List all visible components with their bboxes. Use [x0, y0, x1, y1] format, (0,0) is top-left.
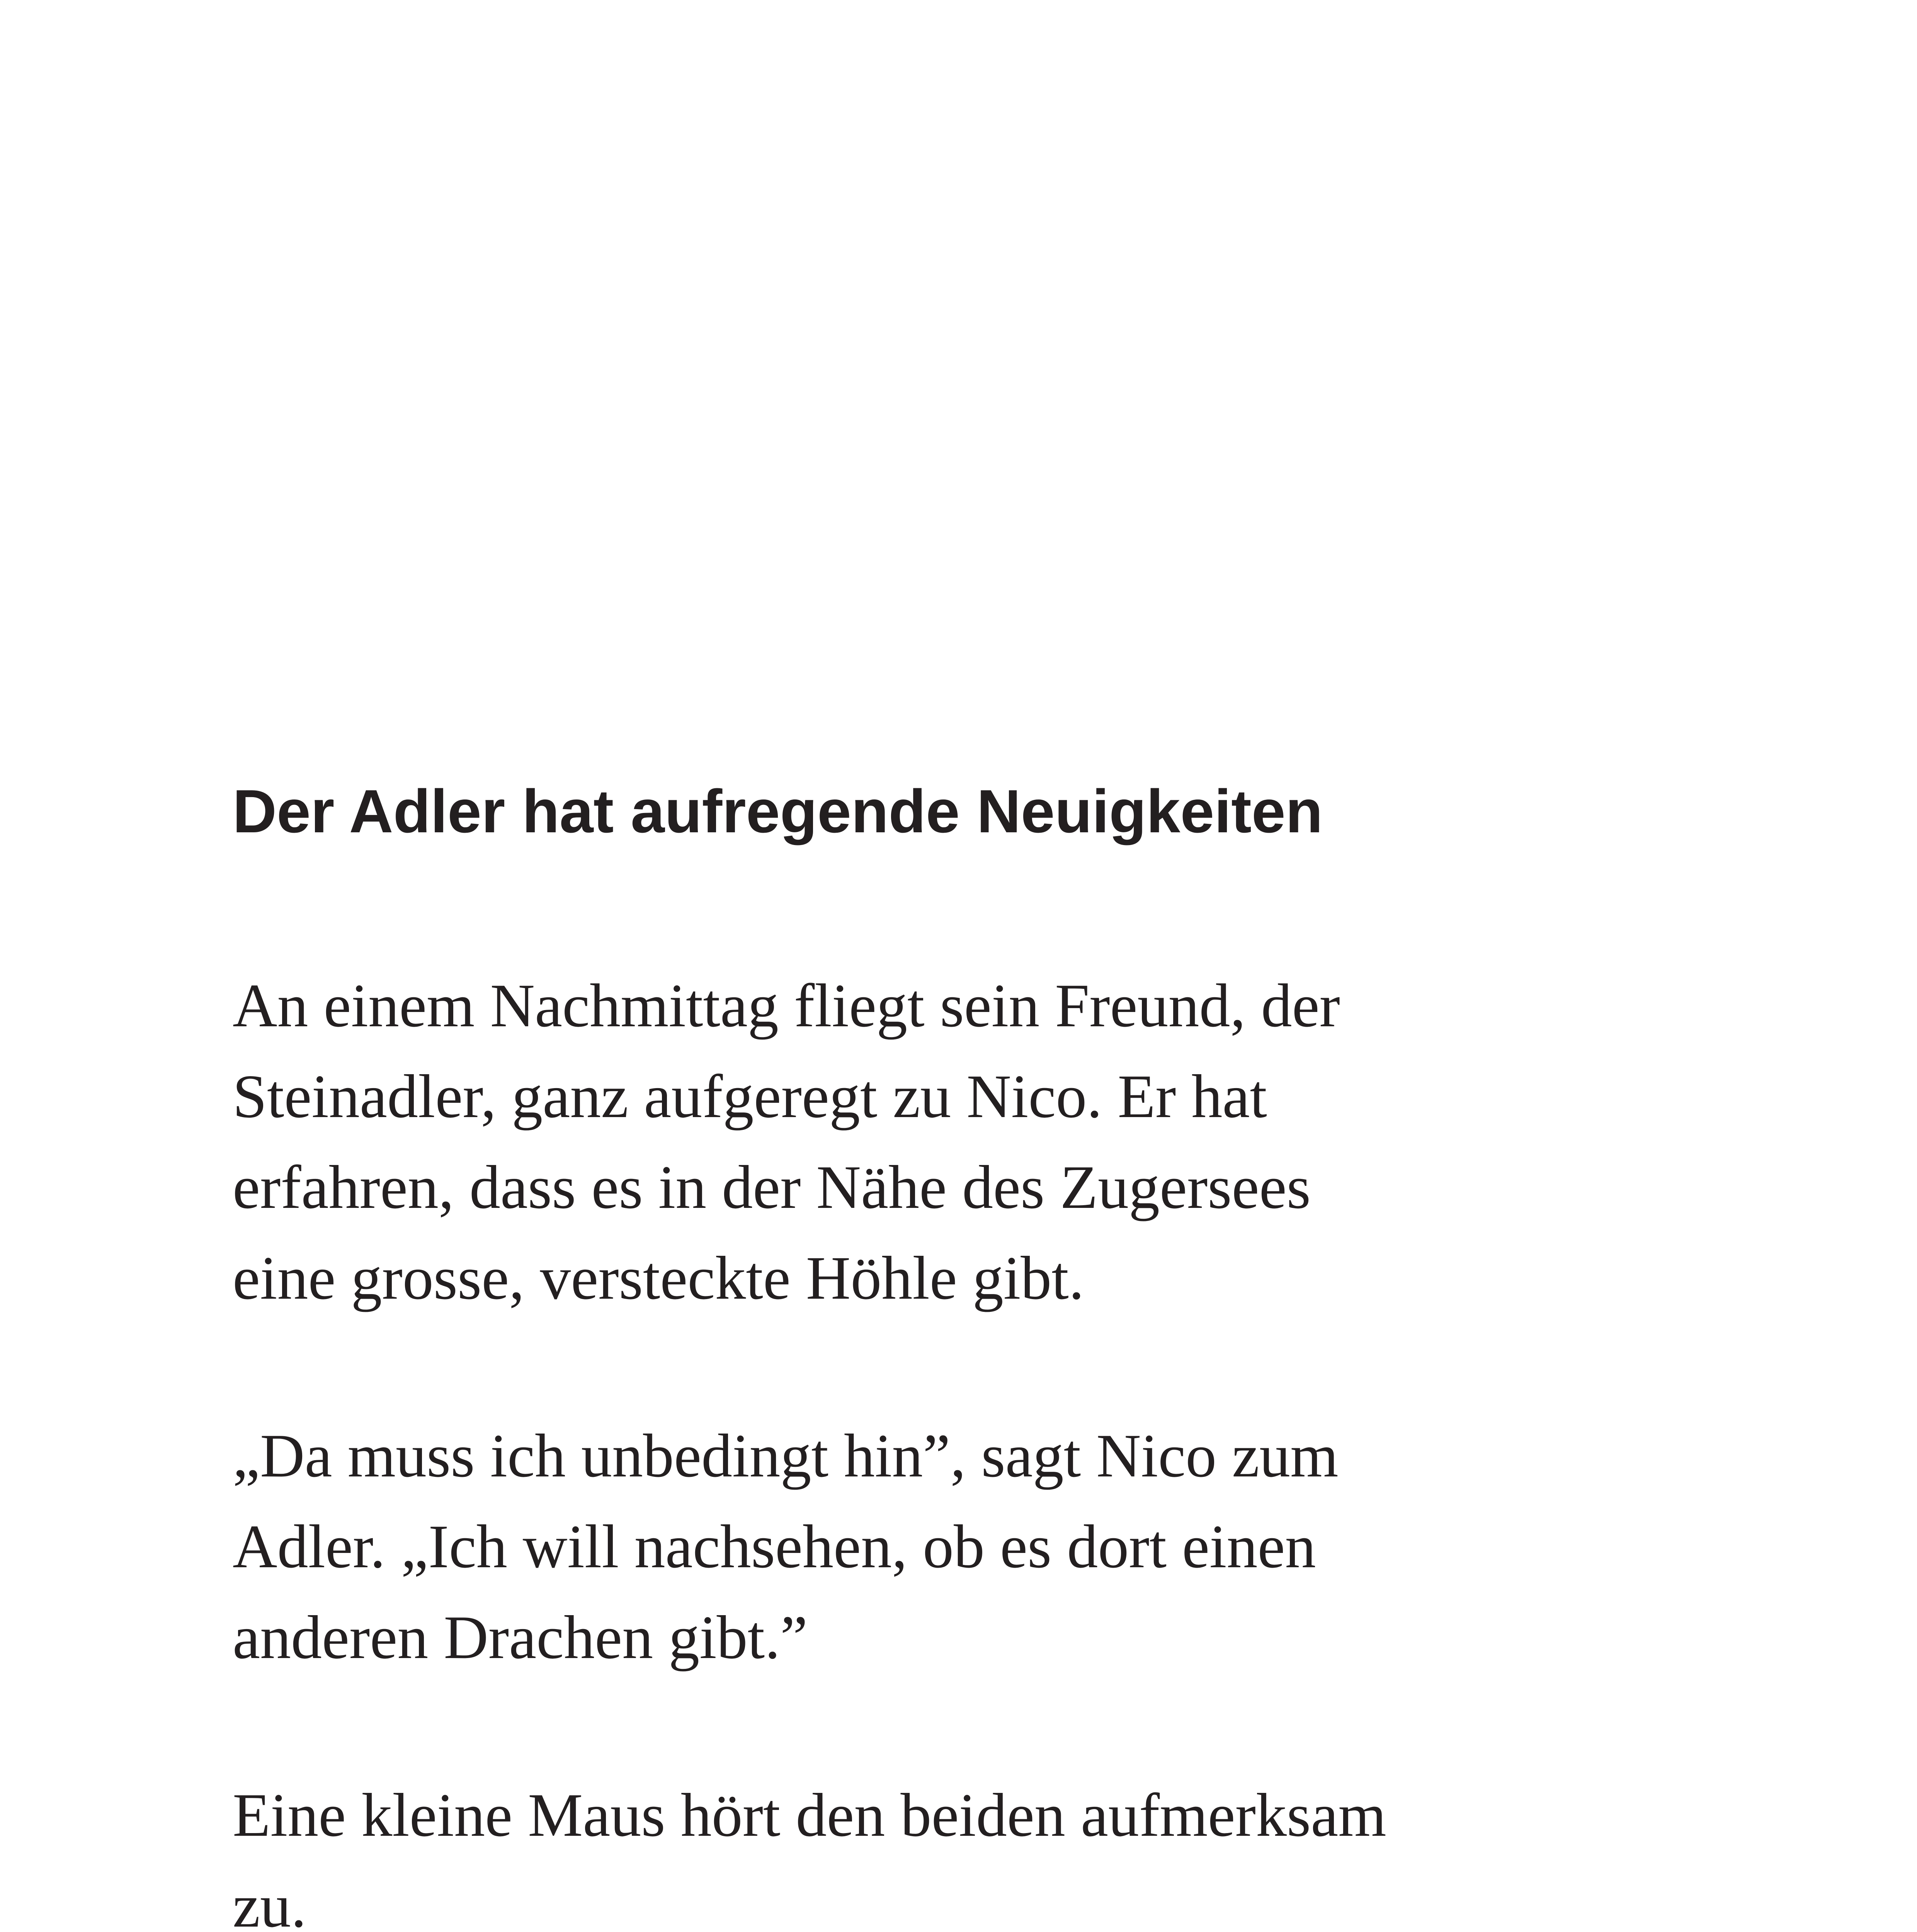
paragraph-nico-dialogue: „Da muss ich unbedingt hin”, sagt Nico zum Adler. „Ich will nachsehen, ob es dort einen anderen Drachen gibt.”: [233, 1421, 1339, 1672]
chapter-heading: Der Adler hat aufregende Neuigkeiten: [233, 777, 1323, 845]
paragraph-adler-news: An einem Nachmittag fliegt sein Freund, der Steinadler, ganz aufgeregt zu Nico. Er hat erfahren, dass es in der Nähe des Zugersees eine grosse, versteckte Höhle gibt.: [233, 971, 1340, 1312]
paragraph-mouse-listens: Eine kleine Maus hört den beiden aufmerksam zu.: [233, 1781, 1386, 1932]
